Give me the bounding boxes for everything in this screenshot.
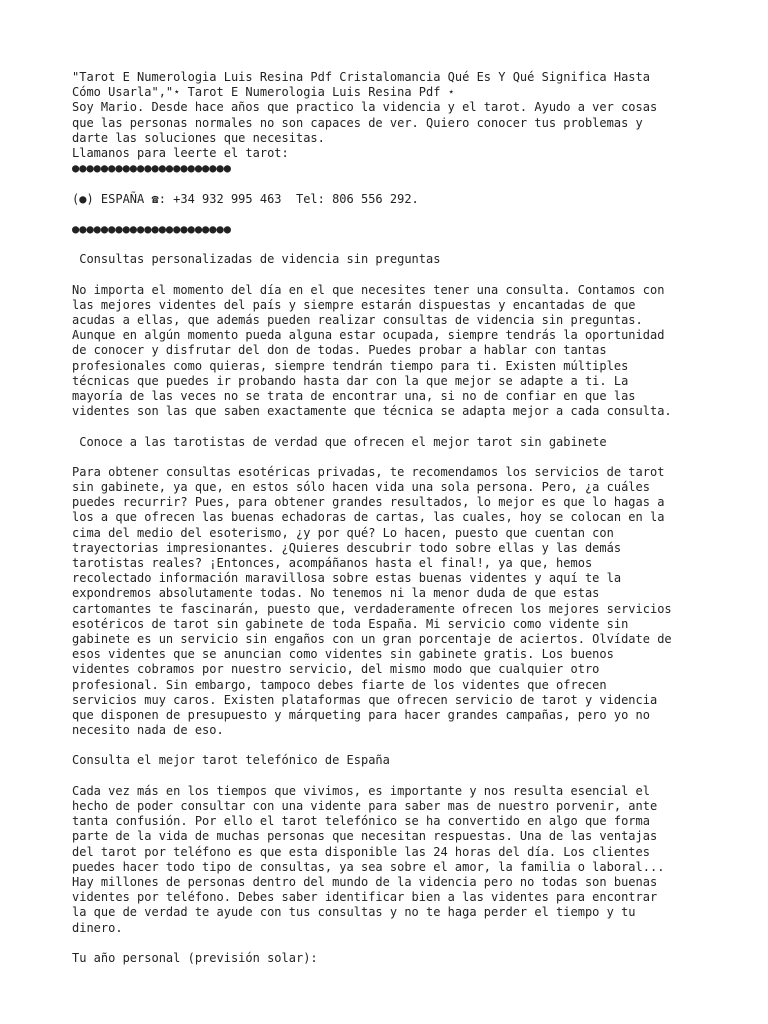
paragraph-line: cartomantes te fascinarán, puesto que, verdaderamente ofrecen los mejores servicios: [72, 601, 672, 616]
paragraph-line: puedes recurrir? Pues, para obtener grandes resultados, lo mejor es que lo hagas a: [72, 495, 665, 510]
contact-phone-line: (●) ESPAÑA ☎: +34 932 995 463 Tel: 806 556 292.: [72, 191, 419, 206]
paragraph-line: del tarot por teléfono es que esta disponible las 24 horas del día. Los clientes: [72, 844, 650, 859]
paragraph-line: de conocer y disfrutar del don de todas. Puedes probar a hablar con tantas: [72, 343, 607, 358]
intro-line: darte las soluciones que necesitas.: [72, 130, 325, 145]
paragraph-line: dinero.: [72, 920, 123, 935]
paragraph-line: las mejores videntes del país y siempre estarán dispuestas y encantadas de que: [72, 297, 636, 312]
section-heading-tarot-telefonico: Consulta el mejor tarot telefónico de España: [72, 753, 390, 768]
section-heading-tarotistas: Conoce a las tarotistas de verdad que ofrecen el mejor tarot sin gabinete: [72, 434, 607, 449]
paragraph-line: mayoría de las veces no se trata de encontrar una, si no de confiar en que las: [72, 388, 636, 403]
section-body-tarotistas: [72, 465, 718, 738]
intro-line: Soy Mario. Desde hace años que practico la videncia y el tarot. Ayudo a ver cosas: [72, 100, 658, 115]
paragraph-line: esos videntes que se anuncian como videntes sin gabinete gratis. Los buenos: [72, 647, 614, 662]
paragraph-line: recolectado información maravillosa sobre estas buenas videntes y aquí te la: [72, 571, 622, 586]
intro-line: "Tarot E Numerologia Luis Resina Pdf Cristalomancia Qué Es Y Qué Significa Hasta: [72, 70, 650, 84]
section-heading-consultas: Consultas personalizadas de videncia sin preguntas: [72, 252, 441, 267]
paragraph-line: puedes hacer todo tipo de consultas, ya sea sobre el amor, la familia o laboral...: [72, 859, 665, 874]
paragraph-line: profesional. Sin embargo, tampoco debes fiarte de los videntes que ofrecen: [72, 677, 607, 692]
paragraph-line: videntes son las que saben exactamente que técnica se adapta mejor a cada consulta.: [72, 404, 672, 419]
paragraph-line: necesito nada de eso.: [72, 723, 224, 738]
paragraph-line: que disponen de presupuesto y márqueting para hacer grandes campañas, pero yo no: [72, 707, 650, 722]
paragraph-line: hecho de poder consultar con una vidente para saber mas de nuestro porvenir, ante: [72, 799, 658, 813]
paragraph-line: la que de verdad te ayude con tus consultas y no te haga perder el tiempo y tu: [72, 905, 636, 920]
paragraph-line: Cada vez más en los tiempos que vivimos, es importante y nos resulta esencial el: [72, 783, 650, 798]
paragraph-line: tanta confusión. Por ello el tarot telefónico se ha convertido en algo que forma: [72, 814, 650, 829]
paragraph-line: tarotistas reales? ¡Entonces, acompáñanos hasta el final!, ya que, hemos: [72, 556, 593, 570]
paragraph-line: los a que ofrecen las buenas echadoras de cartas, las cuales, hoy se colocan en la: [72, 510, 665, 525]
paragraph-line: gabinete es un servicio sin engaños con un gran porcentaje de aciertos. Olvídate de: [72, 631, 672, 646]
intro-line: Llamanos para leerte el tarot:: [72, 145, 289, 160]
section-heading-ano-personal: Tu año personal (previsión solar):: [72, 950, 318, 965]
intro-line: que las personas normales no son capaces de ver. Quiero conocer tus problemas y: [72, 115, 643, 130]
paragraph-line: acudas a ellas, que además pueden realizar consultas de videncia sin preguntas.: [72, 313, 643, 327]
paragraph-line: videntes cobramos por nuestro servicio, del mismo modo que cualquier otro: [72, 662, 600, 677]
paragraph-line: Hay millones de personas dentro del mundo de la videncia pero no todas son buenas: [72, 874, 658, 889]
paragraph-line: técnicas que puedes ir probando hasta dar con la que mejor se adapte a ti. La: [72, 373, 629, 388]
paragraph-line: No importa el momento del día en el que necesites tener una consulta. Contamos con: [72, 282, 665, 297]
paragraph-line: profesionales como quieras, siempre tendrán tiempo para ti. Existen múltiples: [72, 358, 629, 373]
dots-divider-bottom: ●●●●●●●●●●●●●●●●●●●●●●: [72, 221, 231, 236]
paragraph-line: videntes por teléfono. Debes saber identificar bien a las videntes para encontrar: [72, 890, 658, 905]
paragraph-line: sin gabinete, ya que, en estos sólo hacen vida una sola persona. Pero, ¿a cuáles: [72, 480, 650, 495]
paragraph-line: servicios muy caros. Existen plataformas que ofrecen servicio de tarot y videncia: [72, 692, 658, 707]
intro-line: Cómo Usarla","⋆ Tarot E Numerologia Luis Resina Pdf ⋆: [72, 85, 455, 100]
dots-divider-top: ●●●●●●●●●●●●●●●●●●●●●●: [72, 161, 231, 176]
paragraph-line: Aunque en algún momento pueda alguna estar ocupada, siempre tendrás la oportunidad: [72, 328, 665, 343]
paragraph-line: Para obtener consultas esotéricas privadas, te recomendamos los servicios de tarot: [72, 464, 665, 479]
paragraph-line: parte de la vida de muchas personas que necesitan respuestas. Una de las ventajas: [72, 829, 658, 844]
paragraph-line: cima del medio del esoterismo, ¿y por qué? Lo hacen, puesto que cuentan con: [72, 525, 614, 540]
paragraph-line: esotéricos de tarot sin gabinete de toda España. Mi servicio como vidente sin: [72, 616, 629, 631]
paragraph-line: expondremos absolutamente todas. No tenemos ni la menor duda de que estas: [72, 586, 600, 601]
section-body-consultas: [72, 283, 718, 420]
paragraph-line: trayectorias impresionantes. ¿Quieres descubrir todo sobre ellas y las demás: [72, 540, 622, 555]
section-body-tarot-telefonico: [72, 784, 718, 936]
intro-block: [72, 70, 718, 161]
